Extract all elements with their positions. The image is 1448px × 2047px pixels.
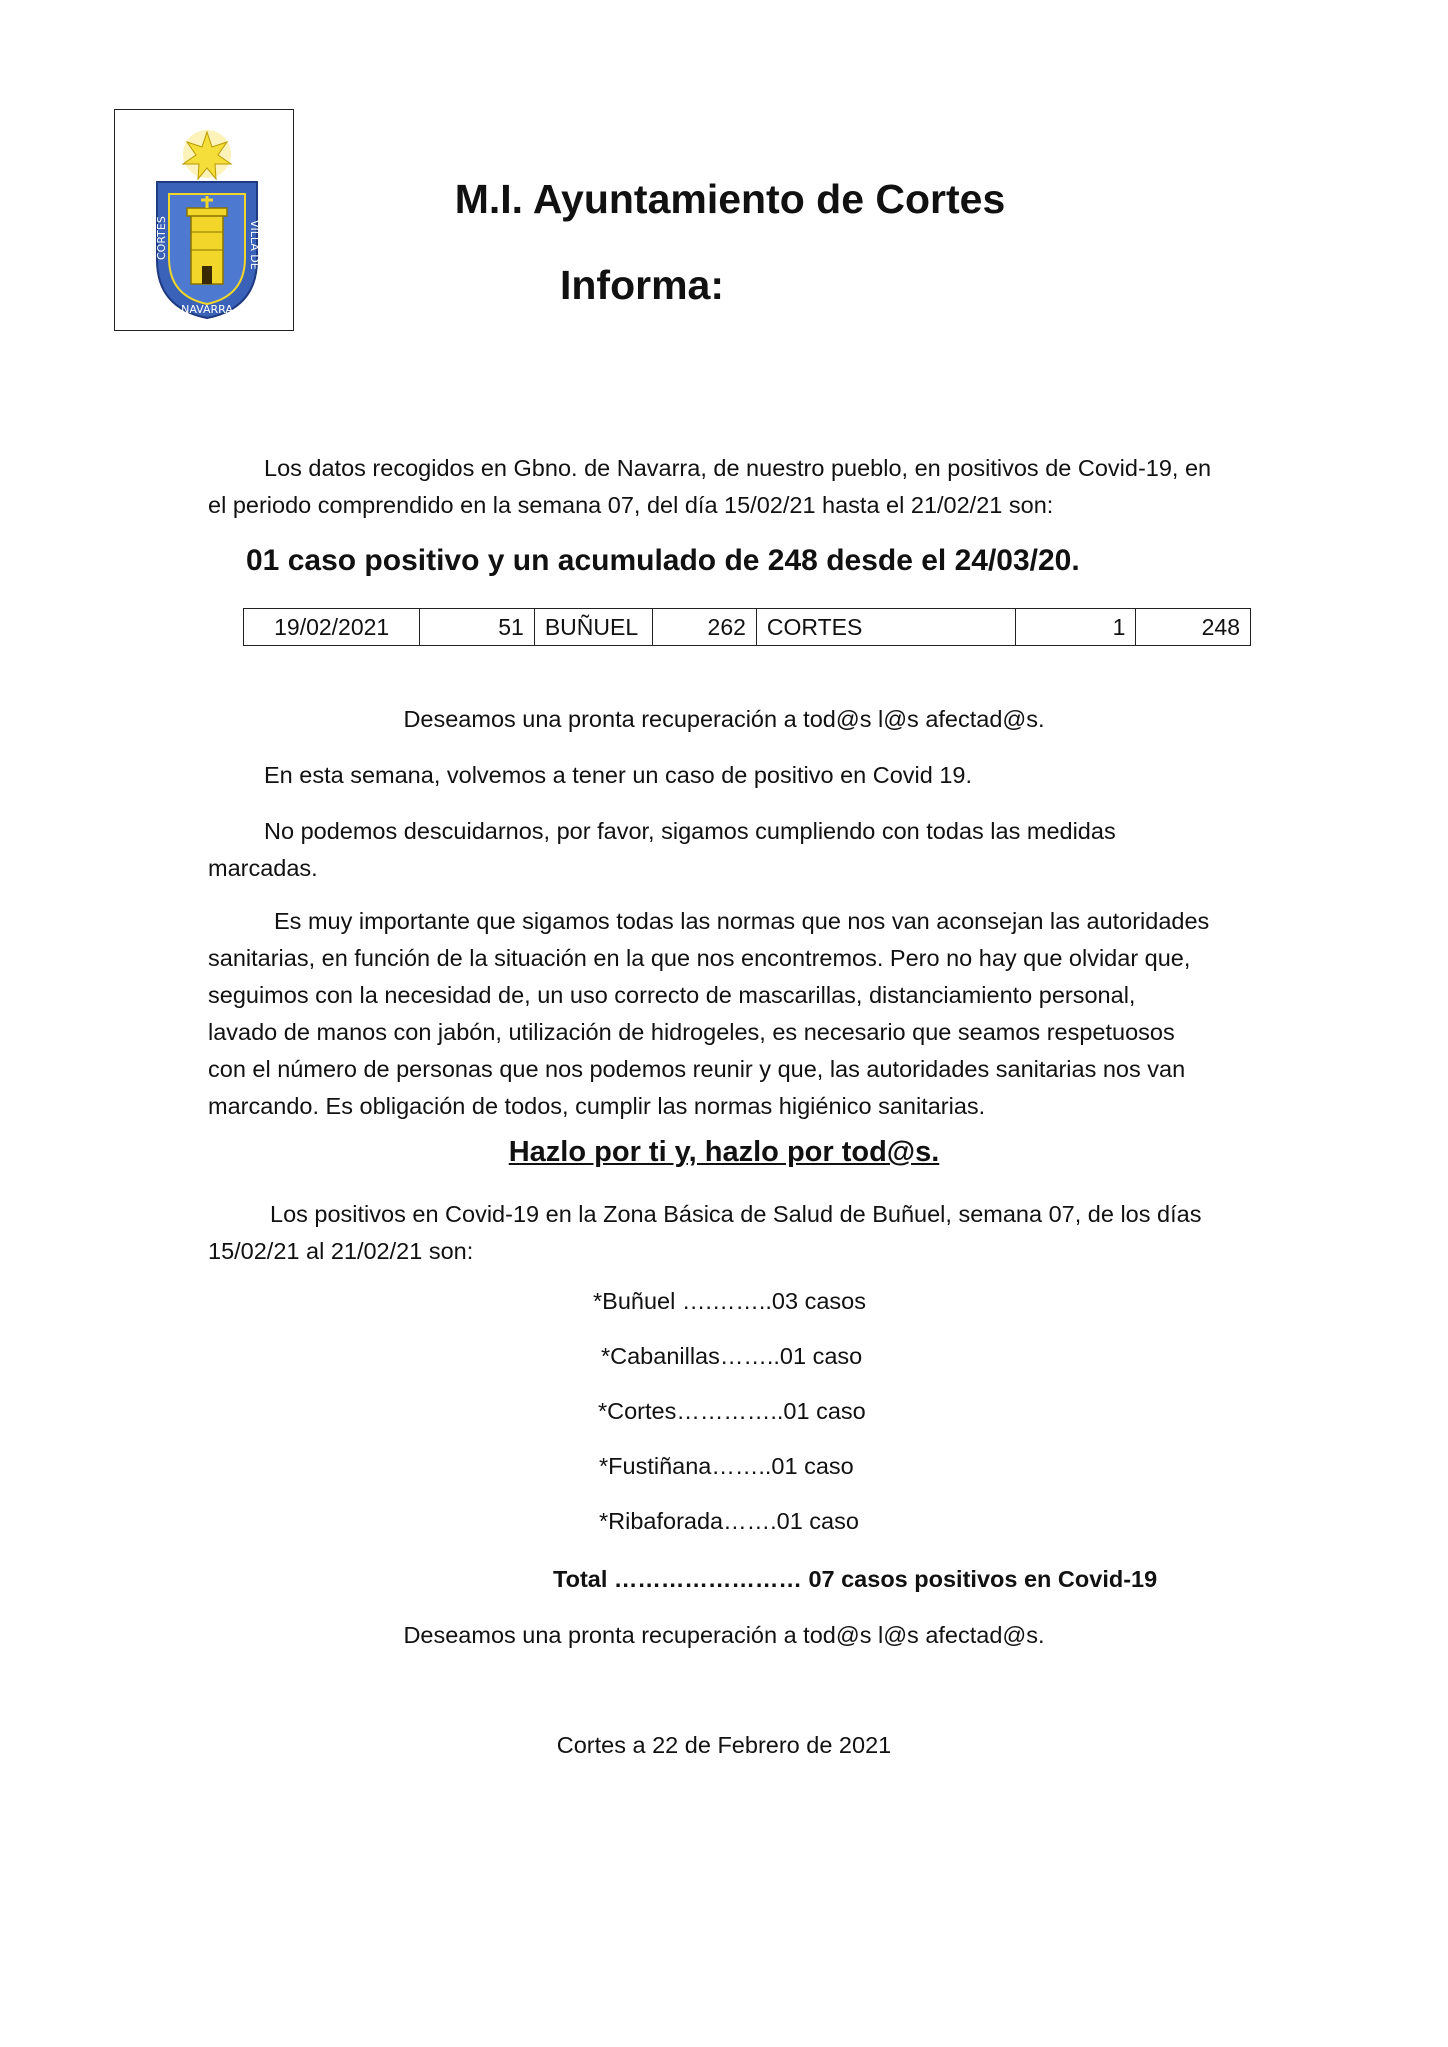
wish-line-1: Deseamos una pronta recuperación a tod@s l@s afectad@s.: [403, 706, 1045, 732]
cell-town-code: 262: [652, 609, 756, 646]
cases-table: [243, 608, 1251, 646]
logo-text-left: CORTES: [155, 216, 168, 260]
case-item-cabanillas: *Cabanillas……..01 caso: [601, 1343, 863, 1369]
table-row: [244, 609, 1251, 646]
cell-zone-code: 51: [420, 609, 534, 646]
highlight-summary: 01 caso positivo y un acumulado de 248 desde el 24/03/20.: [246, 544, 1080, 577]
rules-paragraph: [208, 903, 1248, 1125]
slogan: Hazlo por ti y, hazlo por tod@s.: [508, 1136, 940, 1168]
care-paragraph: [208, 813, 1248, 887]
week-text: En esta semana, volvemos a tener un caso de positivo en Covid 19.: [264, 762, 973, 788]
star-icon: [183, 130, 231, 179]
case-item-bunuel: *Buñuel ….……..03 casos: [593, 1288, 866, 1314]
intro-line-1: Los datos recogidos en Gbno. de Navarra, de nuestro pueblo, en positivos de Covid-19, en: [264, 455, 1212, 481]
coat-of-arms-icon: [115, 110, 295, 332]
intro-line-2: el periodo comprendido en la semana 07, del día 15/02/21 hasta el 21/02/21 son:: [208, 492, 1054, 518]
case-item-fustinana: *Fustiñana……..01 caso: [599, 1453, 854, 1479]
zone-line-1: Los positivos en Covid-19 en la Zona Básica de Salud de Buñuel, semana 07, de los días: [270, 1201, 1202, 1227]
cell-date: 19/02/2021: [244, 609, 420, 646]
coat-of-arms-logo: [114, 109, 294, 331]
care-line-2: marcadas.: [208, 855, 318, 881]
rules-line-1: Es muy importante que sigamos todas las normas que nos van aconsejan las autoridades: [274, 908, 1210, 934]
care-line-1: No podemos descuidarnos, por favor, sigamos cumpliendo con todas las medidas: [264, 818, 1116, 844]
wish-line-2: Deseamos una pronta recuperación a tod@s l@s afectad@s.: [403, 1622, 1045, 1648]
rules-line-3: seguimos con la necesidad de, un uso correcto de mascarillas, distanciamiento personal,: [208, 982, 1136, 1008]
case-item-ribaforada: *Ribaforada…….01 caso: [599, 1508, 859, 1534]
rules-line-6: marcando. Es obligación de todos, cumplir las normas higiénico sanitarias.: [208, 1093, 986, 1119]
intro-paragraph: [208, 450, 1248, 524]
cell-zone: BUÑUEL: [534, 609, 652, 646]
page-subtitle: Informa:: [560, 262, 724, 308]
page-title: M.I. Ayuntamiento de Cortes: [454, 176, 1006, 222]
logo-text-right: VILLA DE: [248, 220, 261, 270]
cell-accumulated: 248: [1136, 609, 1251, 646]
logo-text-bottom: NAVARRA: [181, 303, 233, 316]
case-item-cortes: *Cortes…………..01 caso: [598, 1398, 866, 1424]
signature-date: Cortes a 22 de Febrero de 2021: [556, 1732, 892, 1758]
cell-cases: 1: [1015, 609, 1136, 646]
zone-paragraph: [208, 1196, 1248, 1270]
cell-town: CORTES: [756, 609, 1015, 646]
rules-line-5: con el número de personas que nos podemos reunir y que, las autoridades sanitarias nos van: [208, 1056, 1186, 1082]
zone-line-2: 15/02/21 al 21/02/21 son:: [208, 1238, 474, 1264]
week-paragraph: [208, 757, 1248, 794]
rules-line-2: sanitarias, en función de la situación en la que nos encontremos. Pero no hay que olvidar que,: [208, 945, 1191, 971]
total-cases: Total …………………… 07 casos positivos en Covid-19: [553, 1566, 1158, 1592]
rules-line-4: lavado de manos con jabón, utilización de hidrogeles, es necesario que seamos respetuosos: [208, 1019, 1175, 1045]
